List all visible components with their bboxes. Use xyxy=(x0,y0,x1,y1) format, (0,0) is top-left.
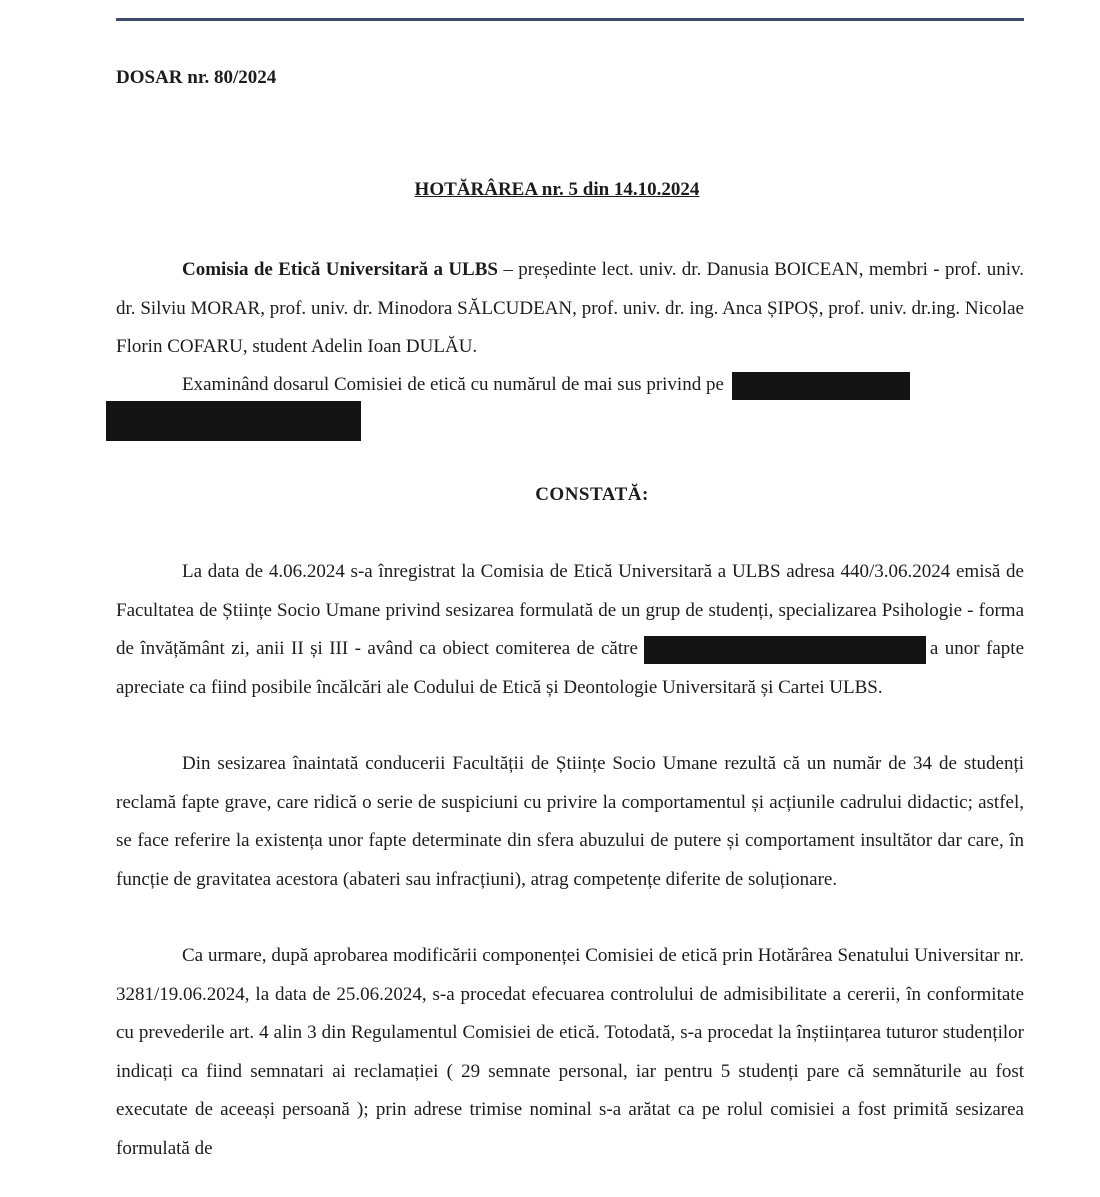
paragraph-complaint xyxy=(116,745,1024,899)
redaction-box xyxy=(106,401,361,441)
examining-paragraph xyxy=(116,366,1026,405)
section-heading: CONSTATĂ: xyxy=(535,484,649,505)
redaction-box xyxy=(732,372,910,400)
paragraph-procedure xyxy=(116,937,1024,1169)
paragraph-complaint-text: Din sesizarea înaintată conducerii Facultății de Științe Socio Umane rezultă că un număr de 34 de studenți reclamă fapte grave, care ridică o serie de suspiciuni cu privire la comportamentul și acțiunile cadrului didactic; astfel, se face referire la existența unor fapte determinate din sfera abuzului de putere și comportament insultător dar care, în funcție de gravitatea acestora (abateri sau infracțiuni), atrag competențe diferite de soluționare. xyxy=(116,753,1024,890)
commission-paragraph xyxy=(116,251,1024,367)
commission-name: Comisia de Etică Universitară a ULBS xyxy=(182,259,498,280)
paragraph-registration-text-end: a unor fapte apreciate ca fiind posibile încălcări ale Codului de Etică și Deontologie Universitară și Cartei ULBS. xyxy=(116,638,1024,698)
examining-text: Examinând dosarul Comisiei de etică cu numărul de mai sus privind pe xyxy=(182,374,724,395)
paragraph-registration xyxy=(116,553,1024,707)
case-number: DOSAR nr. 80/2024 xyxy=(116,67,277,88)
decision-title xyxy=(0,179,1100,201)
decision-title-text: HOTĂRÂREA nr. 5 din 14.10.2024 xyxy=(414,179,700,200)
paragraph-registration-text: La data de 4.06.2024 s-a înregistrat la Comisia de Etică Universitară a ULBS adresa 440/3.06.2024 emisă de Facultatea de Științe Socio Umane privind sesizarea formulată de un grup de studenți, specializarea Psihologie - forma de învățământ zi, anii II și III - având ca obiect comiterea de către xyxy=(116,561,1024,660)
commission-members: – președinte lect. univ. dr. Danusia BOICEAN, membri - prof. univ. dr. Silviu MORAR, prof. univ. dr. Minodora SĂLCUDEAN, prof. univ. dr. ing. Anca ȘIPOȘ, prof. univ. dr.ing. Nicolae Florin COFARU, student Adelin Ioan DULĂU. xyxy=(116,259,1025,358)
paragraph-procedure-text: Ca urmare, după aprobarea modificării componenței Comisiei de etică prin Hotărârea Senatului Universitar nr. 3281/19.06.2024, la data de 25.06.2024, s-a procedat efecuarea controlului de admisibilitate a cererii, în conformitate cu prevederile art. 4 alin 3 din Regulamentul Comisiei de etică. Totodată, s-a procedat la înștiințarea tuturor studenților indicați ca fiind semnatari ai reclamației ( 29 semnate personal, iar pentru 5 studenți pare că semnăturile au fost executate de aceeași persoană ); prin adrese trimise nominal s-a arătat ca pe rolul comisiei a fost primită sesizarea formulată de xyxy=(116,945,1024,1159)
redaction-box xyxy=(644,636,926,664)
header-rule xyxy=(116,18,1024,21)
